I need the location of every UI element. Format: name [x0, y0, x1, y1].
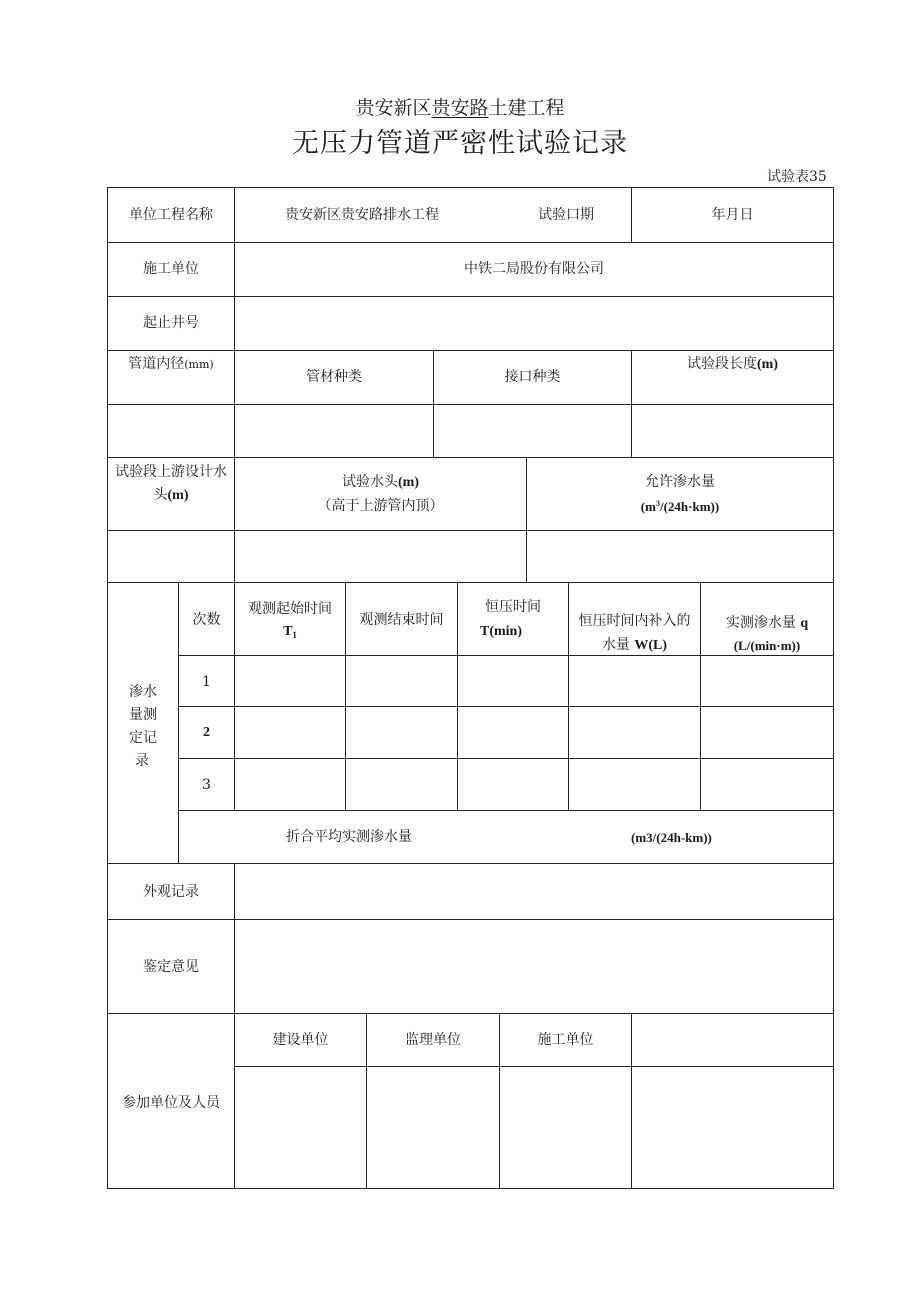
contractor-label: 施工单位: [143, 261, 199, 277]
avg-leak-unit: (m3/(24h-km)): [631, 830, 712, 845]
participants-label: 参加单位及人员: [122, 1095, 220, 1111]
avg-leak-label: 折合平均实测渗水量: [286, 829, 412, 845]
measurement-row-number: 2: [203, 725, 210, 740]
opinion-label: 鉴定意见: [143, 959, 199, 975]
table-border-bottom: [107, 1188, 834, 1189]
row-divider: [107, 350, 834, 351]
joint-type-label: 接口种类: [504, 369, 561, 385]
test-head-note: （高于上游管内顶）: [317, 498, 444, 514]
col-measured-leak-unit: (L/(min·m)): [733, 638, 801, 653]
col-added-water-unit: 水量 W(L): [601, 637, 668, 653]
well-number-label: 起止井号: [143, 315, 199, 331]
allow-leak-unit: $(m^3/(24h\cdot km))$: [640, 499, 720, 514]
col-added-water-header: 恒压时间内补入的: [578, 613, 691, 629]
row-divider: [178, 758, 834, 759]
unit-project-value: 贵安新区贵安路排水工程: [285, 207, 439, 223]
appearance-label: 外观记录: [143, 884, 199, 900]
row-divider: [178, 810, 834, 811]
table-border-top: [107, 187, 834, 188]
row-divider: [178, 655, 834, 656]
participant-col-owner: 建设单位: [272, 1032, 329, 1048]
leak-section-label: 渗水 量测 定记 录: [129, 684, 157, 769]
row-divider: [107, 457, 834, 458]
row-divider: [107, 1013, 834, 1014]
participant-col-contractor: 施工单位: [537, 1032, 594, 1048]
design-head-label-line2: 头(m): [153, 487, 189, 503]
page-title: 无压力管道严密性试验记录: [292, 128, 628, 159]
row-divider: [107, 296, 834, 297]
unit-project-label: 单位工程名称: [129, 207, 213, 223]
col-count-header: 次数: [192, 612, 221, 628]
row-divider: [107, 242, 834, 243]
allow-leak-label: 允许渗水量: [645, 474, 715, 490]
col-end-time-header: 观测结束时间: [359, 612, 444, 628]
contractor-value: 中铁二局股份有限公司: [464, 261, 604, 277]
col-const-time-header: 恒压时间: [485, 599, 541, 615]
column-divider: [433, 350, 434, 458]
measurement-row-number: 3: [202, 777, 211, 793]
col-start-time-header: 观测起始时间: [248, 601, 332, 617]
test-date-label: 试验口期: [538, 207, 594, 223]
column-divider: [234, 187, 235, 583]
col-measured-leak-header: 实测渗水量 q: [725, 615, 809, 631]
measurement-row-number: 1: [202, 674, 211, 690]
row-divider: [178, 706, 834, 707]
row-divider: [107, 582, 834, 583]
table-border-right: [833, 187, 834, 1189]
test-date-value: 年月日: [711, 207, 754, 223]
column-divider: [631, 1013, 632, 1189]
column-divider: [234, 582, 235, 811]
column-divider: [457, 582, 458, 811]
design-head-label: 试验段上游设计水: [115, 464, 227, 480]
participant-col-supervisor: 监理单位: [405, 1032, 461, 1048]
row-divider: [107, 863, 834, 864]
column-divider: [234, 863, 235, 1189]
row-divider: [107, 404, 834, 405]
test-head-label: 试验水头(m): [342, 474, 419, 490]
row-divider: [107, 530, 834, 531]
col-start-time-symbol: $T_1$: [283, 624, 297, 640]
col-const-time-unit: T(min): [480, 624, 522, 639]
row-divider: [234, 1066, 834, 1067]
segment-length-label: 试验段长度(m): [687, 356, 778, 372]
project-name: 贵安新区贵安路土建工程: [355, 97, 565, 119]
pipe-diameter-label: 管道内径(mm): [128, 356, 214, 372]
form-number: 试验表35: [767, 169, 827, 185]
row-divider: [107, 919, 834, 920]
pipe-material-label: 管材种类: [306, 369, 362, 385]
